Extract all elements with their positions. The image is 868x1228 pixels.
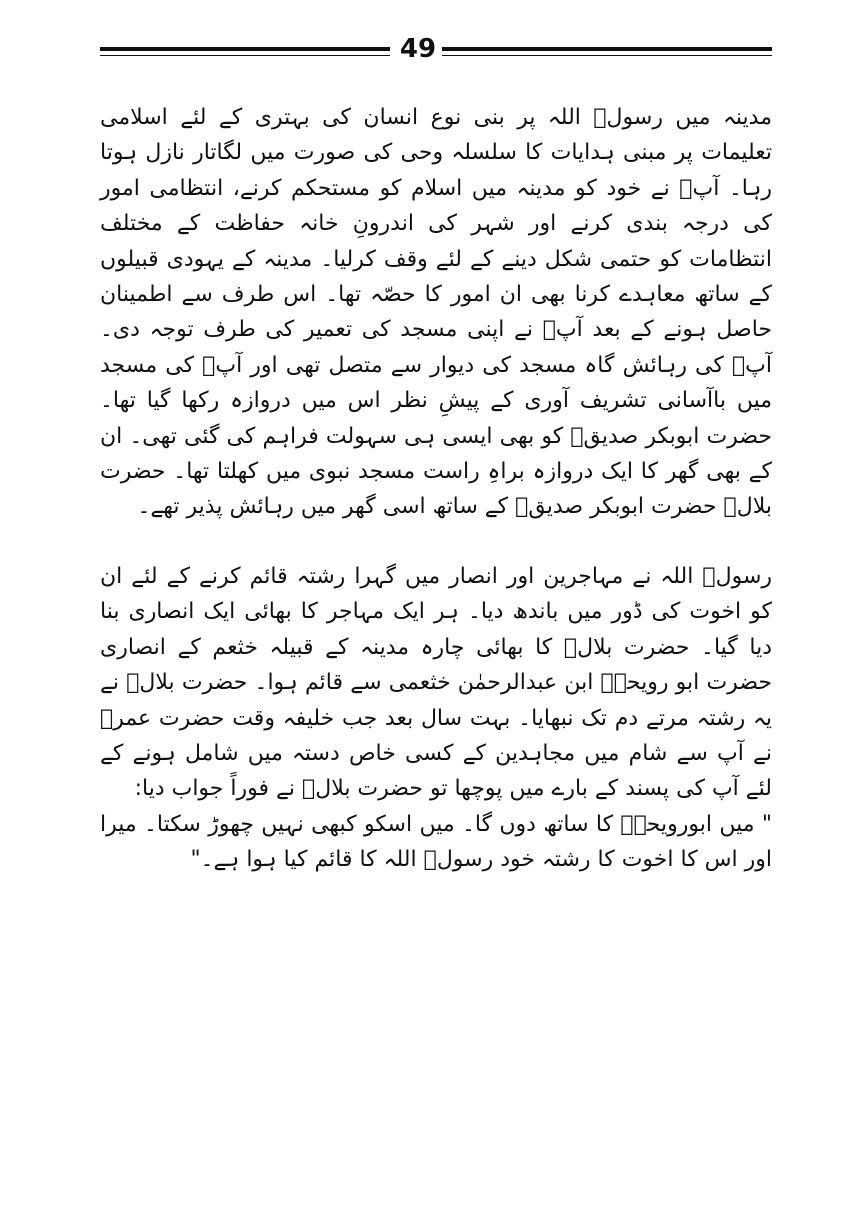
- page-header: [100, 34, 772, 68]
- paragraph-bilal-quote: " میں ابورویحہؓ کا ساتھ دوں گا۔ میں اسکو کبھی نہیں چھوڑ سکتا۔ میرا اور اس کا اخوت کا رشتہ خود رسولؐ اللہ کا قائم کیا ہوا ہے۔": [100, 811, 772, 873]
- page-body: [100, 100, 772, 878]
- header-rule-left: [100, 47, 390, 56]
- page-number: 49: [399, 34, 437, 64]
- paragraph-brotherhood: رسولؐ اللہ نے مہاجرین اور انصار میں گہرا رشتہ قائم کرنے کے لئے ان کو اخوت کی ڈور میں باندھ دیا۔ ہر ایک مہاجر کا بھائی ایک انصاری بنا دیا گیا۔ حضرت بلالؓ کا بھائی چارہ مدینہ کے قبیلہ خثعم کے انصاری حضرت ابو رویحہؓ ابن عبدالرحمٰن خثعمی سے قائم ہوا۔ حضرت بلالؓ نے یہ رشتہ مرتے دم تک نبھایا۔ بہت سال بعد جب خلیفہ وقت حضرت عمرؓ نے آپ سے شام میں مجاہدین کے کسی خاص دستہ میں شامل ہونے کے لئے آپ کی پسند کے بارے میں پوچھا تو حضرت بلالؓ نے فوراً جواب دیا:: [100, 563, 772, 802]
- header-rule-right: [442, 47, 772, 56]
- paragraph-madina-settlement: مدینہ میں رسولؐ اللہ پر بنی نوع انسان کی بہتری کے لئے اسلامی تعلیمات پر مبنی ہدایات کا سلسلہ وحی کی صورت میں لگاتار نازل ہوتا رہا۔ آپؐ نے خود کو مدینہ میں اسلام کو مستحکم کرنے، انتظامی امور کی درجہ بندی کرنے اور شہر کی اندرونِ خانہ حفاظت کے مختلف انتظامات کو حتمی شکل دینے کے لئے وقف کرلیا۔ مدینہ کے یہودی قبیلوں کے ساتھ معاہدے کرنا بھی ان امور کا حصّہ تھا۔ اس طرف سے اطمینان حاصل ہونے کے بعد آپؐ نے اپنی مسجد کی تعمیر کی طرف توجہ دی۔ آپؐ کی رہائش گاہ مسجد کی دیوار سے متصل تھی اور آپؐ کی مسجد میں باآسانی تشریف آوری کے پیشِ نظر اس میں دروازہ رکھا گیا تھا۔ حضرت ابوبکر صدیقؓ کو بھی ایسی ہی سہولت فراہم کی گئی تھی۔ ان کے بھی گھر کا ایک دروازہ براہِ راست مسجد نبوی میں کھلتا تھا۔ حضرت بلالؓ حضرت ابوبکر صدیقؓ کے ساتھ اسی گھر میں رہائش پذیر تھے۔: [100, 105, 772, 520]
